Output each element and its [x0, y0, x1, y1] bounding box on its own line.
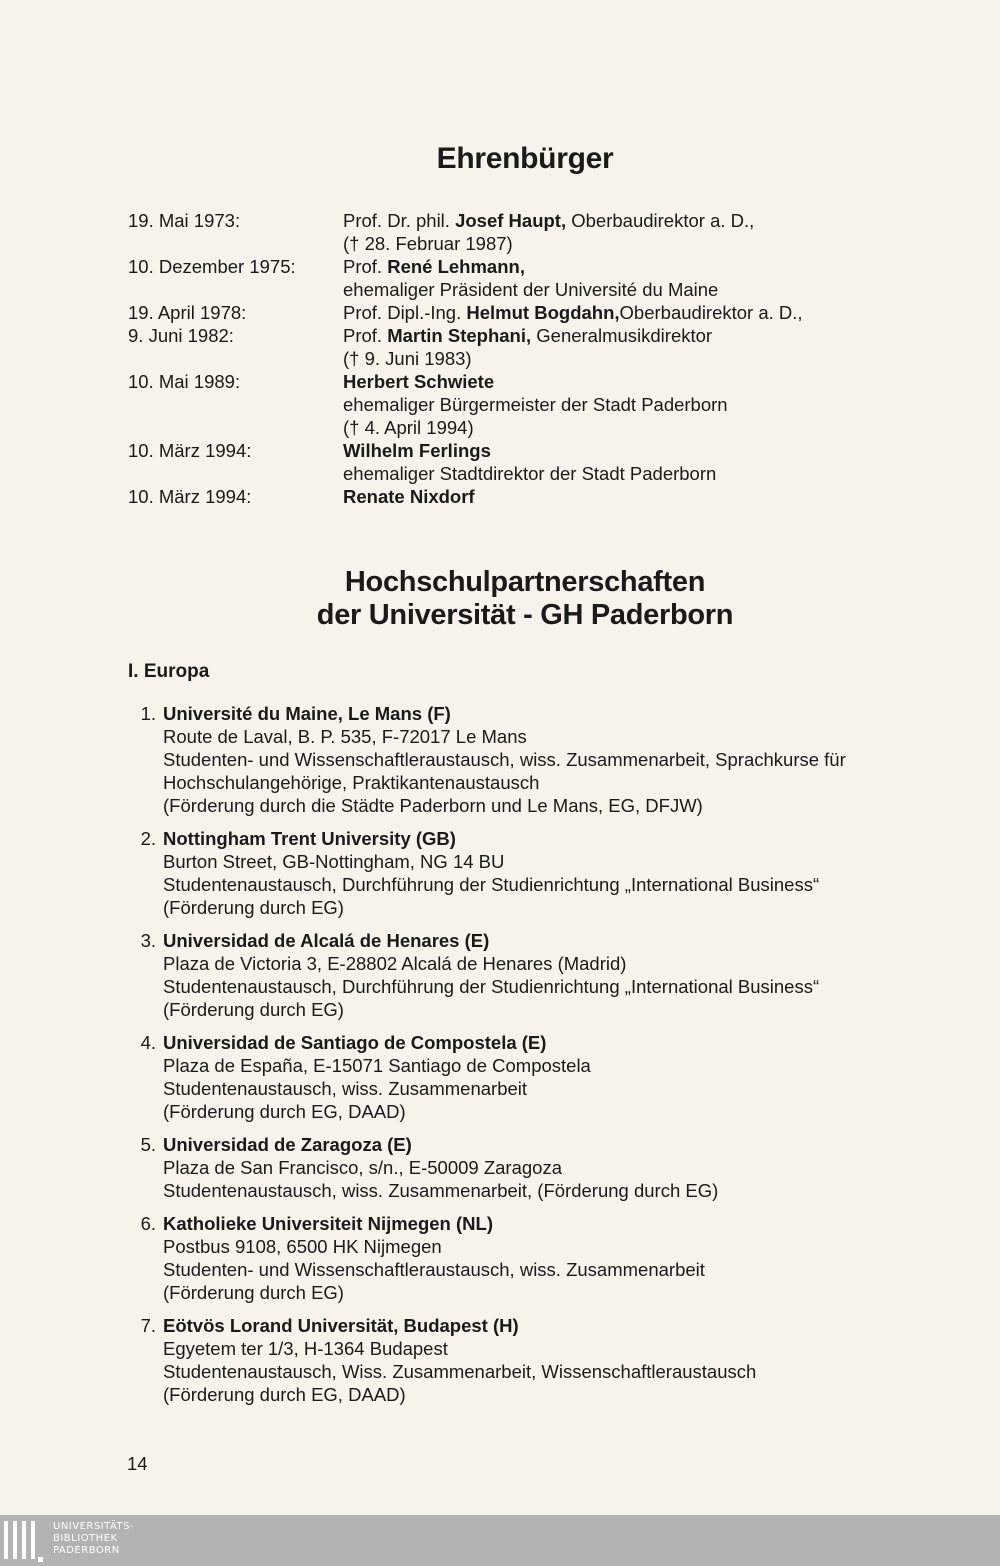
honor-row [0, 439, 1000, 462]
honorary-citizens-list [0, 209, 1000, 508]
page-title: Ehrenbürger [436, 142, 614, 175]
partner-entry [0, 1314, 1000, 1406]
partner-entry [0, 702, 1000, 817]
honor-name: Renate Nixdorf [343, 486, 475, 507]
partner-detail-line [0, 1077, 1000, 1100]
partner-number: 4. [140, 1032, 156, 1053]
partnerships-heading-line1: Hochschulpartnerschaften [344, 566, 706, 598]
honor-description [343, 485, 475, 508]
honor-description [343, 232, 513, 255]
partner-detail: Route de Laval, B. P. 535, F-72017 Le Mans [163, 726, 527, 747]
honor-name: Wilhelm Ferlings [343, 440, 491, 461]
library-name-line1: UNIVERSITÄTS- [53, 1521, 135, 1532]
partner-entry [0, 827, 1000, 919]
honor-date: 10. Dezember 1975: [128, 256, 296, 277]
partner-detail-line [0, 1258, 1000, 1281]
partner-heading-line [0, 827, 1000, 850]
partner-detail: Studentenaustausch, Wiss. Zusammenarbeit, Wissenschaftleraustausch [163, 1361, 757, 1382]
partner-entry [0, 1212, 1000, 1304]
honor-text: ehemaliger Bürgermeister der Stadt Paderborn [343, 394, 728, 415]
honor-description [343, 301, 803, 324]
honor-text: ehemaliger Stadtdirektor der Stadt Paderborn [343, 463, 717, 484]
honor-text: Prof. [343, 325, 388, 346]
honor-description [343, 255, 525, 278]
partner-detail: (Förderung durch EG, DAAD) [163, 1384, 406, 1405]
partner-detail: Burton Street, GB-Nottingham, NG 14 BU [163, 851, 505, 872]
honor-date: 10. März 1994: [128, 486, 252, 507]
honor-name: Martin Stephani, [387, 325, 532, 346]
honor-description [343, 209, 754, 232]
partner-number: 1. [140, 703, 156, 724]
partner-detail: Studentenaustausch, wiss. Zusammenarbeit [163, 1078, 528, 1099]
partner-detail: Postbus 9108, 6500 HK Nijmegen [163, 1236, 442, 1257]
honor-date: 10. Mai 1989: [128, 371, 241, 392]
partner-name: Universidad de Zaragoza (E) [163, 1134, 412, 1155]
honor-date: 19. April 1978: [128, 302, 247, 323]
partner-number: 3. [140, 930, 156, 951]
partner-detail: Hochschulangehörige, Praktikantenaustausch [163, 772, 540, 793]
honor-description [343, 416, 474, 439]
partner-detail-line [0, 850, 1000, 873]
honor-text: († 4. April 1994) [343, 417, 474, 438]
honor-description [343, 324, 712, 347]
honor-row [0, 278, 1000, 301]
partner-detail-line [0, 725, 1000, 748]
partner-detail-line [0, 1179, 1000, 1202]
partner-detail: Egyetem ter 1/3, H-1364 Budapest [163, 1338, 448, 1359]
partner-heading-line [0, 702, 1000, 725]
partner-name: Universidad de Santiago de Compostela (E) [163, 1032, 547, 1053]
section-label-europe: I. Europa [128, 661, 210, 682]
honor-name: René Lehmann, [387, 256, 525, 277]
partner-detail: (Förderung durch EG) [163, 999, 344, 1020]
partner-number: 5. [140, 1134, 156, 1155]
partner-name: Nottingham Trent University (GB) [163, 828, 456, 849]
partner-name: Katholieke Universiteit Nijmegen (NL) [163, 1213, 493, 1234]
partner-detail-line [0, 748, 1000, 771]
honor-row [0, 485, 1000, 508]
partner-detail-line [0, 896, 1000, 919]
partner-detail-line [0, 1360, 1000, 1383]
partner-number: 6. [140, 1213, 156, 1234]
honor-row [0, 393, 1000, 416]
honor-description [343, 462, 716, 485]
honor-description [343, 347, 472, 370]
honor-description [343, 370, 494, 393]
library-name-line2: BIBLIOTHEK [53, 1533, 118, 1544]
partner-detail-line [0, 873, 1000, 896]
partner-entry [0, 1031, 1000, 1123]
honor-date: 10. März 1994: [128, 440, 252, 461]
library-name [53, 1521, 134, 1557]
partner-detail: (Förderung durch EG) [163, 1282, 344, 1303]
partner-detail-line [0, 1054, 1000, 1077]
partner-heading-line [0, 929, 1000, 952]
honor-row [0, 370, 1000, 393]
honor-row [0, 301, 1000, 324]
honor-row [0, 209, 1000, 232]
partner-detail: Studenten- und Wissenschaftleraustausch, wiss. Zusammenarbeit, Sprachkurse für [163, 749, 846, 770]
partner-heading-line [0, 1314, 1000, 1337]
library-footer-bar [0, 1515, 1000, 1566]
partner-detail: Studentenaustausch, Durchführung der Studienrichtung „International Business“ [163, 976, 820, 997]
partner-detail: Plaza de San Francisco, s/n., E-50009 Zaragoza [163, 1157, 562, 1178]
honor-text: ehemaliger Präsident der Université du Maine [343, 279, 719, 300]
page-number: 14 [127, 1453, 148, 1474]
partner-detail-line [0, 998, 1000, 1021]
partner-heading-line [0, 1031, 1000, 1054]
honor-text: Oberbaudirektor a. D., [619, 302, 803, 323]
honor-name: Helmut Bogdahn, [466, 302, 620, 323]
honor-text: († 28. Februar 1987) [343, 233, 513, 254]
honor-description [343, 393, 728, 416]
partner-detail-line [0, 1383, 1000, 1406]
partner-entry [0, 929, 1000, 1021]
honor-text: († 9. Juni 1983) [343, 348, 472, 369]
honor-description [343, 439, 491, 462]
partner-detail-line [0, 1156, 1000, 1179]
partner-detail-line [0, 1235, 1000, 1258]
partner-detail: Studentenaustausch, wiss. Zusammenarbeit, (Förderung durch EG) [163, 1180, 719, 1201]
partner-detail-line [0, 1100, 1000, 1123]
honor-text: Prof. Dipl.-Ing. [343, 302, 467, 323]
honor-text: Generalmusikdirektor [531, 325, 713, 346]
honor-name: Josef Haupt, [455, 210, 567, 231]
honor-description [343, 278, 718, 301]
partnerships-heading [0, 566, 1000, 632]
partner-detail-line [0, 1281, 1000, 1304]
partner-number: 7. [140, 1315, 156, 1336]
partner-detail: Studenten- und Wissenschaftleraustausch, wiss. Zusammenarbeit [163, 1259, 705, 1280]
partner-detail-line [0, 952, 1000, 975]
partner-entry [0, 1133, 1000, 1202]
partnerships-heading-line2: der Universität - GH Paderborn [316, 599, 734, 631]
partner-detail-line [0, 1337, 1000, 1360]
partner-name: Universidad de Alcalá de Henares (E) [163, 930, 490, 951]
honor-row [0, 255, 1000, 278]
partner-name: Eötvös Lorand Universität, Budapest (H) [163, 1315, 519, 1336]
honor-text: Prof. [343, 256, 388, 277]
honor-row [0, 347, 1000, 370]
partner-detail: (Förderung durch die Städte Paderborn und Le Mans, EG, DFJW) [163, 795, 703, 816]
partner-heading-line [0, 1212, 1000, 1235]
partner-name: Université du Maine, Le Mans (F) [163, 703, 451, 724]
honor-date: 19. Mai 1973: [128, 210, 241, 231]
partners-list [0, 702, 1000, 1416]
partner-detail: (Förderung durch EG) [163, 897, 344, 918]
honor-row [0, 416, 1000, 439]
honor-row [0, 232, 1000, 255]
partner-number: 2. [140, 828, 156, 849]
partner-detail: (Förderung durch EG, DAAD) [163, 1101, 406, 1122]
partner-heading-line [0, 1133, 1000, 1156]
honor-name: Herbert Schwiete [343, 371, 495, 392]
partner-detail-line [0, 975, 1000, 998]
honor-text: Oberbaudirektor a. D., [566, 210, 755, 231]
partner-detail: Plaza de Victoria 3, E-28802 Alcalá de Henares (Madrid) [163, 953, 627, 974]
partner-detail-line [0, 794, 1000, 817]
partner-detail-line [0, 771, 1000, 794]
library-name-line3: PADERBORN [53, 1545, 120, 1556]
partner-detail: Plaza de España, E-15071 Santiago de Compostela [163, 1055, 591, 1076]
honor-text: Prof. Dr. phil. [343, 210, 456, 231]
partner-detail: Studentenaustausch, Durchführung der Studienrichtung „International Business“ [163, 874, 820, 895]
honor-date: 9. Juni 1982: [128, 325, 234, 346]
honor-row [0, 462, 1000, 485]
honor-row [0, 324, 1000, 347]
